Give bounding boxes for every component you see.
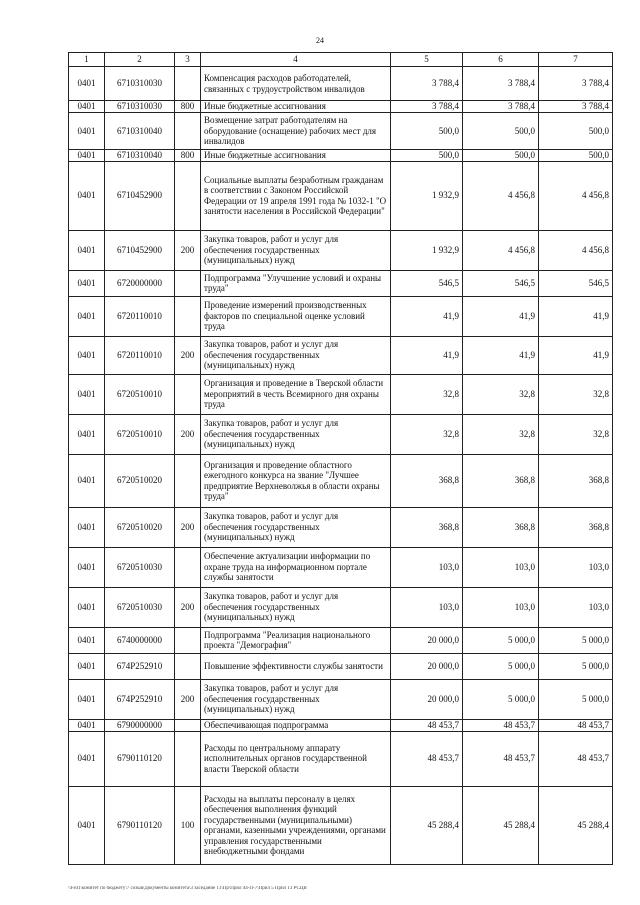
table-row — [69, 627, 613, 653]
item-name-cell: Обеспечивающая подпрограмма — [201, 719, 391, 731]
expense-type-cell: 200 — [175, 414, 201, 454]
section-code-cell: 0401 — [69, 296, 105, 336]
table-row — [69, 507, 613, 547]
item-name-cell: Подпрограмма "Улучшение условий и охраны труда" — [201, 270, 391, 296]
item-name-cell: Подпрограмма "Реализация национального проекта "Демография" — [201, 627, 391, 653]
table-row — [69, 786, 613, 864]
item-name-cell: Компенсация расходов работодателей, связанных с трудоустройством инвалидов — [201, 67, 391, 101]
target-code-cell: 674P252910 — [105, 653, 175, 679]
expense-type-cell — [175, 270, 201, 296]
value-col7-cell: 41,9 — [539, 336, 613, 374]
header-cell: 5 — [391, 53, 463, 67]
item-name-cell: Закупка товаров, работ и услуг для обеспечения государственных (муниципальных) нужд — [201, 336, 391, 374]
value-col6-cell: 103,0 — [463, 547, 539, 587]
target-code-cell: 6720000000 — [105, 270, 175, 296]
table-row — [69, 679, 613, 719]
item-name-cell: Закупка товаров, работ и услуг для обеспечения государственных (муниципальных) нужд — [201, 679, 391, 719]
table-row — [69, 454, 613, 507]
value-col6-cell: 103,0 — [463, 587, 539, 627]
value-col5-cell: 500,0 — [391, 150, 463, 162]
value-col7-cell: 5 000,0 — [539, 679, 613, 719]
value-col6-cell: 546,5 — [463, 270, 539, 296]
header-cell: 6 — [463, 53, 539, 67]
value-col6-cell: 4 456,8 — [463, 230, 539, 270]
target-code-cell: 6710310040 — [105, 113, 175, 150]
table-row — [69, 67, 613, 101]
value-col7-cell: 4 456,8 — [539, 230, 613, 270]
section-code-cell: 0401 — [69, 113, 105, 150]
target-code-cell: 6720510030 — [105, 547, 175, 587]
target-code-cell: 6710310040 — [105, 150, 175, 162]
table-row — [69, 653, 613, 679]
section-code-cell: 0401 — [69, 731, 105, 786]
section-code-cell: 0401 — [69, 101, 105, 113]
value-col5-cell: 32,8 — [391, 414, 463, 454]
value-col7-cell: 368,8 — [539, 507, 613, 547]
value-col7-cell: 48 453,7 — [539, 731, 613, 786]
header-cell: 2 — [105, 53, 175, 67]
table-row — [69, 113, 613, 150]
value-col6-cell: 41,9 — [463, 296, 539, 336]
item-name-cell: Возмещение затрат работодателям на оборудование (оснащение) рабочих мест для инвалидов — [201, 113, 391, 150]
value-col5-cell: 41,9 — [391, 336, 463, 374]
value-col6-cell: 32,8 — [463, 374, 539, 414]
table-row — [69, 587, 613, 627]
section-code-cell: 0401 — [69, 67, 105, 101]
value-col5-cell: 103,0 — [391, 587, 463, 627]
value-col5-cell: 546,5 — [391, 270, 463, 296]
value-col6-cell: 45 288,4 — [463, 786, 539, 864]
value-col5-cell: 3 788,4 — [391, 67, 463, 101]
target-code-cell: 6720510020 — [105, 454, 175, 507]
section-code-cell: 0401 — [69, 587, 105, 627]
item-name-cell: Расходы на выплаты персоналу в целях обеспечения выполнения функций государственными (муниципальными) органами, казенными учреждениями, органами управления государственными внебюджетными фондами — [201, 786, 391, 864]
table-row — [69, 230, 613, 270]
expense-type-cell — [175, 719, 201, 731]
table-row — [69, 547, 613, 587]
value-col5-cell: 368,8 — [391, 507, 463, 547]
value-col7-cell: 48 453,7 — [539, 719, 613, 731]
section-code-cell: 0401 — [69, 230, 105, 270]
item-name-cell: Повышение эффективности службы занятости — [201, 653, 391, 679]
value-col6-cell: 500,0 — [463, 150, 539, 162]
value-col6-cell: 3 788,4 — [463, 101, 539, 113]
section-code-cell: 0401 — [69, 414, 105, 454]
section-code-cell: 0401 — [69, 161, 105, 230]
expense-type-cell — [175, 296, 201, 336]
section-code-cell: 0401 — [69, 270, 105, 296]
expense-type-cell — [175, 547, 201, 587]
expense-type-cell: 100 — [175, 786, 201, 864]
page-number: 24 — [316, 36, 324, 45]
value-col6-cell: 48 453,7 — [463, 719, 539, 731]
target-code-cell: 6720510010 — [105, 414, 175, 454]
value-col5-cell: 48 453,7 — [391, 731, 463, 786]
target-code-cell: 6790110120 — [105, 731, 175, 786]
expense-type-cell — [175, 627, 201, 653]
expense-type-cell: 200 — [175, 336, 201, 374]
target-code-cell: 6710452900 — [105, 230, 175, 270]
target-code-cell: 6710310030 — [105, 101, 175, 113]
value-col7-cell: 500,0 — [539, 150, 613, 162]
item-name-cell: Закупка товаров, работ и услуг для обеспечения государственных (муниципальных) нужд — [201, 587, 391, 627]
table-row — [69, 414, 613, 454]
table-row — [69, 336, 613, 374]
value-col7-cell: 32,8 — [539, 414, 613, 454]
target-code-cell: 6720510010 — [105, 374, 175, 414]
section-code-cell: 0401 — [69, 719, 105, 731]
section-code-cell: 0401 — [69, 336, 105, 374]
header-cell: 7 — [539, 53, 613, 67]
expense-type-cell — [175, 374, 201, 414]
target-code-cell: 6720510020 — [105, 507, 175, 547]
item-name-cell: Закупка товаров, работ и услуг для обеспечения государственных (муниципальных) нужд — [201, 507, 391, 547]
table-row — [69, 374, 613, 414]
value-col7-cell: 103,0 — [539, 587, 613, 627]
table-row — [69, 296, 613, 336]
item-name-cell: Социальные выплаты безработным гражданам в соответствии с Законом Российской Федерации от 19 апреля 1991 года № 1032-1 "О занятости населения в Российской Федерации" — [201, 161, 391, 230]
value-col7-cell: 5 000,0 — [539, 627, 613, 653]
value-col7-cell: 546,5 — [539, 270, 613, 296]
target-code-cell: 6710310030 — [105, 67, 175, 101]
section-code-cell: 0401 — [69, 150, 105, 162]
value-col6-cell: 500,0 — [463, 113, 539, 150]
header-cell: 3 — [175, 53, 201, 67]
footer-file-path: \\Fs01\комитет по бюджету\7 созыв\Документы комитета\3 заседание 11\Пр\Прил 44-П-7\Прил 5 Прил 13 РСЦВ — [68, 886, 307, 891]
value-col7-cell: 103,0 — [539, 547, 613, 587]
table-row — [69, 719, 613, 731]
value-col5-cell: 20 000,0 — [391, 679, 463, 719]
value-col5-cell: 45 288,4 — [391, 786, 463, 864]
item-name-cell: Иные бюджетные ассигнования — [201, 101, 391, 113]
target-code-cell: 6720110010 — [105, 296, 175, 336]
expense-type-cell: 200 — [175, 679, 201, 719]
value-col7-cell: 4 456,8 — [539, 161, 613, 230]
table-row — [69, 150, 613, 162]
section-code-cell: 0401 — [69, 547, 105, 587]
item-name-cell: Проведение измерений производственных факторов по специальной оценке условий труда — [201, 296, 391, 336]
section-code-cell: 0401 — [69, 507, 105, 547]
value-col6-cell: 4 456,8 — [463, 161, 539, 230]
value-col5-cell: 103,0 — [391, 547, 463, 587]
value-col6-cell: 368,8 — [463, 507, 539, 547]
value-col7-cell: 3 788,4 — [539, 101, 613, 113]
value-col7-cell: 368,8 — [539, 454, 613, 507]
expense-type-cell: 800 — [175, 150, 201, 162]
expense-type-cell: 200 — [175, 587, 201, 627]
table-row — [69, 731, 613, 786]
section-code-cell: 0401 — [69, 374, 105, 414]
value-col7-cell: 32,8 — [539, 374, 613, 414]
value-col6-cell: 5 000,0 — [463, 679, 539, 719]
target-code-cell: 6710452900 — [105, 161, 175, 230]
value-col6-cell: 5 000,0 — [463, 627, 539, 653]
value-col6-cell: 368,8 — [463, 454, 539, 507]
section-code-cell: 0401 — [69, 786, 105, 864]
section-code-cell: 0401 — [69, 454, 105, 507]
budget-table — [68, 52, 613, 865]
value-col7-cell: 500,0 — [539, 113, 613, 150]
table-header-row — [69, 53, 613, 67]
value-col5-cell: 48 453,7 — [391, 719, 463, 731]
value-col5-cell: 3 788,4 — [391, 101, 463, 113]
table-row — [69, 161, 613, 230]
value-col5-cell: 368,8 — [391, 454, 463, 507]
header-cell: 1 — [69, 53, 105, 67]
target-code-cell: 674P252910 — [105, 679, 175, 719]
value-col5-cell: 20 000,0 — [391, 653, 463, 679]
expense-type-cell — [175, 67, 201, 101]
item-name-cell: Расходы по центральному аппарату исполнительных органов государственной власти Тверской области — [201, 731, 391, 786]
value-col7-cell: 5 000,0 — [539, 653, 613, 679]
value-col7-cell: 45 288,4 — [539, 786, 613, 864]
item-name-cell: Организация и проведение в Тверской области мероприятий в честь Всемирного дня охраны труда — [201, 374, 391, 414]
value-col7-cell: 3 788,4 — [539, 67, 613, 101]
value-col5-cell: 41,9 — [391, 296, 463, 336]
item-name-cell: Закупка товаров, работ и услуг для обеспечения государственных (муниципальных) нужд — [201, 230, 391, 270]
value-col5-cell: 500,0 — [391, 113, 463, 150]
value-col6-cell: 48 453,7 — [463, 731, 539, 786]
item-name-cell: Закупка товаров, работ и услуг для обеспечения государственных (муниципальных) нужд — [201, 414, 391, 454]
value-col6-cell: 41,9 — [463, 336, 539, 374]
value-col5-cell: 20 000,0 — [391, 627, 463, 653]
expense-type-cell — [175, 454, 201, 507]
target-code-cell: 6720110010 — [105, 336, 175, 374]
expense-type-cell — [175, 653, 201, 679]
expense-type-cell — [175, 161, 201, 230]
expense-type-cell — [175, 731, 201, 786]
value-col7-cell: 41,9 — [539, 296, 613, 336]
value-col5-cell: 32,8 — [391, 374, 463, 414]
target-code-cell: 6740000000 — [105, 627, 175, 653]
table-row — [69, 270, 613, 296]
value-col5-cell: 1 932,9 — [391, 161, 463, 230]
target-code-cell: 6790000000 — [105, 719, 175, 731]
expense-type-cell: 200 — [175, 230, 201, 270]
table-body — [69, 53, 613, 865]
target-code-cell: 6720510030 — [105, 587, 175, 627]
item-name-cell: Иные бюджетные ассигнования — [201, 150, 391, 162]
value-col6-cell: 32,8 — [463, 414, 539, 454]
expense-type-cell — [175, 113, 201, 150]
target-code-cell: 6790110120 — [105, 786, 175, 864]
header-cell: 4 — [201, 53, 391, 67]
item-name-cell: Обеспечение актуализации информации по охране труда на информационном портале службы занятости — [201, 547, 391, 587]
section-code-cell: 0401 — [69, 653, 105, 679]
value-col6-cell: 5 000,0 — [463, 653, 539, 679]
section-code-cell: 0401 — [69, 627, 105, 653]
expense-type-cell: 200 — [175, 507, 201, 547]
expense-type-cell: 800 — [175, 101, 201, 113]
value-col5-cell: 1 932,9 — [391, 230, 463, 270]
item-name-cell: Организация и проведение областного ежегодного конкурса на звание "Лучшее предприятие Верхневолжья в области охраны труда" — [201, 454, 391, 507]
section-code-cell: 0401 — [69, 679, 105, 719]
value-col6-cell: 3 788,4 — [463, 67, 539, 101]
table-row — [69, 101, 613, 113]
